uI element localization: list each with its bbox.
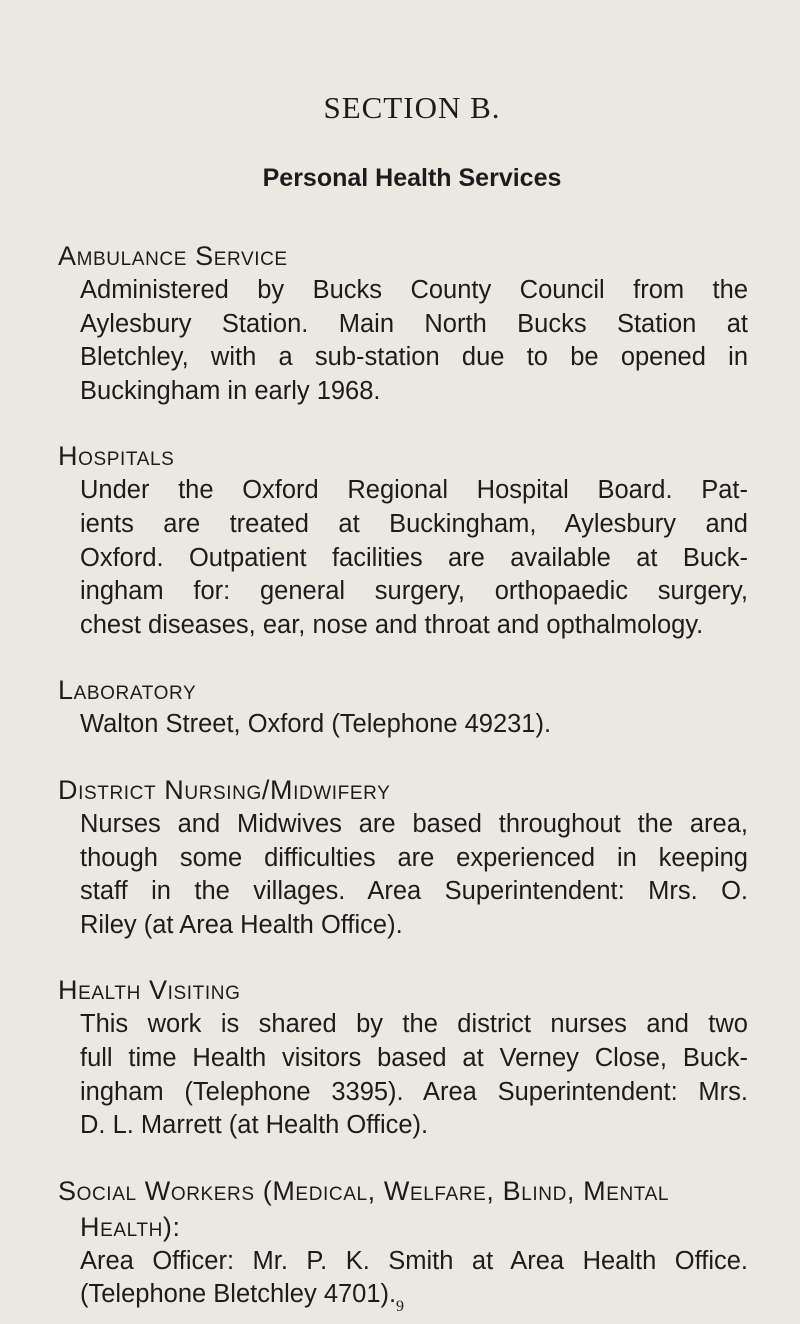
entry-ambulance-service [58,238,748,408]
heading-line: Health): [80,1211,181,1242]
entry-body [58,474,748,642]
page-number: 9 [396,1298,404,1315]
body-line: Buckingham in early 1968. [80,376,381,405]
page-subtitle: Personal Health Services [262,164,562,192]
body-line: Aylesbury Station. Main North Bucks Station at [80,309,748,338]
entry-body [58,808,748,942]
body-line: Riley (at Area Health Office). [80,910,403,939]
body-line: This work is shared by the district nurses and two [80,1010,748,1039]
body-line: Nurses and Midwives are based throughout the area, [80,809,748,838]
body-line: ingham (Telephone 3395). Area Superintendent: Mrs. [80,1077,748,1106]
entry-laboratory [58,672,748,742]
entry-heading: Ambulance Service [58,241,288,271]
entry-heading: Health Visiting [58,975,241,1006]
entry-body [58,274,748,408]
entry-heading: Laboratory [58,675,197,706]
heading-line: Social Workers (Medical, Welfare, Blind, Mental [58,1175,670,1206]
body-line: though some difficulties are experienced in keeping [80,843,748,872]
body-line: ients are treated at Buckingham, Aylesbury and [80,509,748,538]
body-line: Bletchley, with a sub-station due to be opened in [80,343,748,372]
entry-body [58,1008,748,1142]
body-line: ingham for: general surgery, orthopaedic surgery, [80,577,748,606]
entry-heading: Hospitals [58,441,175,472]
entry-heading: District Nursing/Midwifery [58,774,391,805]
entry-social-workers [58,1173,748,1312]
section-title: SECTION B. [323,90,501,125]
entry-heading [58,1173,748,1245]
body-line: (Telephone Bletchley 4701). [80,1280,397,1309]
body-line: Oxford. Outpatient facilities are available at Buck- [80,543,748,572]
document-page [58,84,748,1312]
body-line: Walton Street, Oxford (Telephone 49231). [80,710,552,739]
body-line: Administered by Bucks County Council from the [80,276,748,304]
body-line: chest diseases, ear, nose and throat and opthalmology. [80,610,704,639]
body-line: D. L. Marrett (at Health Office). [80,1111,429,1140]
body-line: Area Officer: Mr. P. K. Smith at Area Health Office. [80,1246,748,1275]
entry-body [58,708,748,742]
body-line: staff in the villages. Area Superintendent: Mrs. O. [80,877,748,906]
entry-hospitals [58,438,748,642]
entry-health-visiting [58,972,748,1142]
body-line: Under the Oxford Regional Hospital Board. Pat- [80,476,748,505]
entry-district-nursing-midwifery [58,772,748,942]
body-line: full time Health visitors based at Verney Close, Buck- [80,1043,748,1072]
